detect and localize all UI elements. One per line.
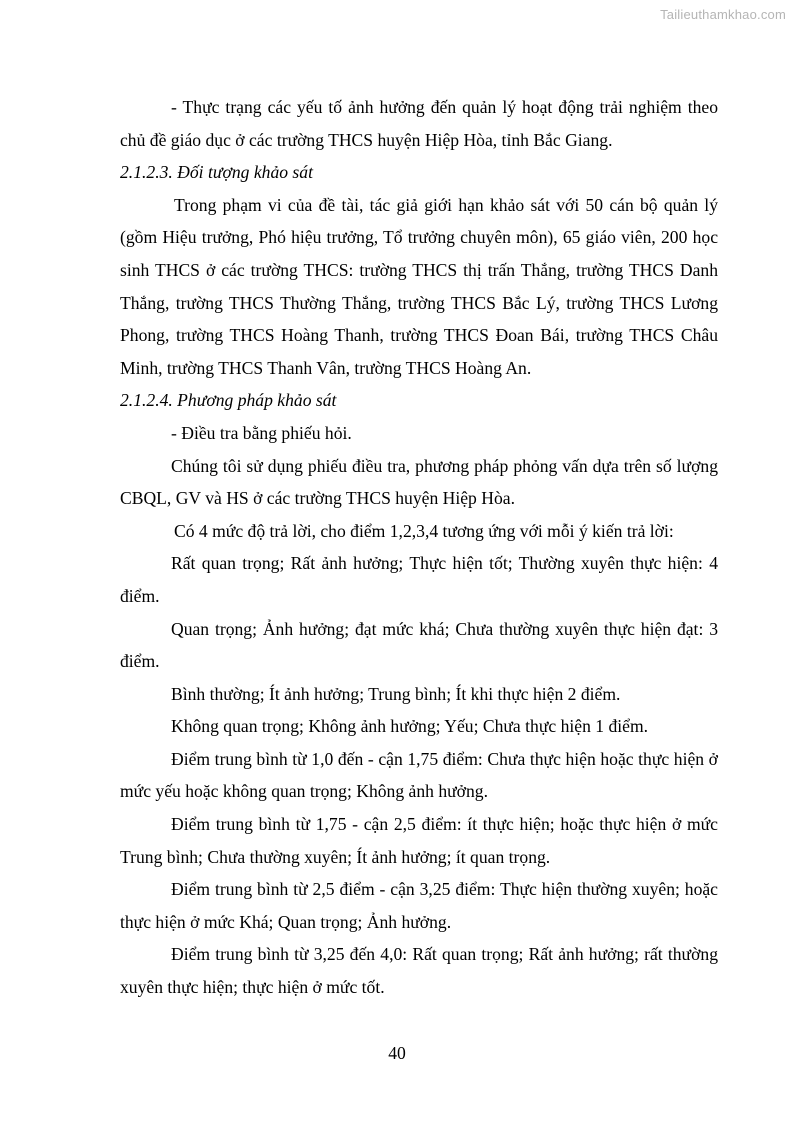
paragraph-score-1: Không quan trọng; Không ảnh hưởng; Yếu; Chưa thực hiện 1 điểm.: [171, 716, 649, 737]
paragraph-score-4: Rất quan trọng; Rất ảnh hưởng; Thực hiện tốt; Thường xuyên thực hiện: 4 điểm.: [120, 553, 718, 606]
document-body: [120, 91, 718, 1004]
paragraph-range-1: Điểm trung bình từ 1,0 đến - cận 1,75 điểm: Chưa thực hiện hoặc thực hiện ở mức yếu hoặc không quan trọng; Không ảnh hưởng.: [120, 748, 718, 802]
paragraph-range-4: Điểm trung bình từ 3,25 đến 4,0: Rất quan trọng; Rất ảnh hưởng; rất thường xuyên thực hiện; thực hiện ở mức tốt.: [120, 944, 718, 998]
page-number: 40: [388, 1043, 406, 1063]
paragraph-survey-scope: Trong phạm vi của đề tài, tác giả giới hạn khảo sát với 50 cán bộ quản lý (gồm Hiệu trưởng, Phó hiệu trưởng, Tổ trưởng chuyên môn), 65 giáo viên, 200 học sinh THCS ở các trường THCS: trường THCS thị trấn Thắng, trường THCS Danh Thắng, trường THCS Thường Thắng, trường THCS Bắc Lý, trường THCS Lương Phong, trường THCS Hoàng Thanh, trường THCS Đoan Bái, trường THCS Châu Minh, trường THCS Thanh Vân, trường THCS Hoàng An.: [120, 194, 718, 378]
paragraph-range-3: Điểm trung bình từ 2,5 điểm - cận 3,25 điểm: Thực hiện thường xuyên; hoặc thực hiện ở mức Khá; Quan trọng; Ảnh hưởng.: [120, 879, 718, 932]
section-heading-survey-subjects: 2.1.2.3. Đối tượng khảo sát: [120, 162, 313, 183]
section-heading-survey-method: 2.1.2.4. Phương pháp khảo sát: [120, 390, 337, 411]
paragraph-method-description: Chúng tôi sử dụng phiếu điều tra, phương pháp phỏng vấn dựa trên số lượng CBQL, GV và HS ở các trường THCS huyện Hiệp Hòa.: [120, 455, 718, 509]
watermark-text: Tailieuthamkhao.com: [660, 7, 786, 22]
paragraph-score-2: Bình thường; Ít ảnh hưởng; Trung bình; Ít khi thực hiện 2 điểm.: [171, 683, 621, 704]
paragraph-survey-factors: - Thực trạng các yếu tố ảnh hưởng đến quản lý hoạt động trải nghiệm theo chủ đề giáo dục ở các trường THCS huyện Hiệp Hòa, tỉnh Bắc Giang.: [120, 97, 718, 150]
paragraph-range-2: Điểm trung bình từ 1,75 - cận 2,5 điểm: ít thực hiện; hoặc thực hiện ở mức Trung bình; Chưa thường xuyên; Ít ảnh hưởng; ít quan trọng.: [120, 814, 718, 867]
paragraph-answer-levels: Có 4 mức độ trả lời, cho điểm 1,2,3,4 tương ứng với mỗi ý kiến trả lời:: [174, 520, 674, 541]
paragraph-score-3: Quan trọng; Ảnh hưởng; đạt mức khá; Chưa thường xuyên thực hiện đạt: 3 điểm.: [120, 618, 718, 672]
paragraph-questionnaire: - Điều tra bằng phiếu hỏi.: [171, 422, 352, 443]
